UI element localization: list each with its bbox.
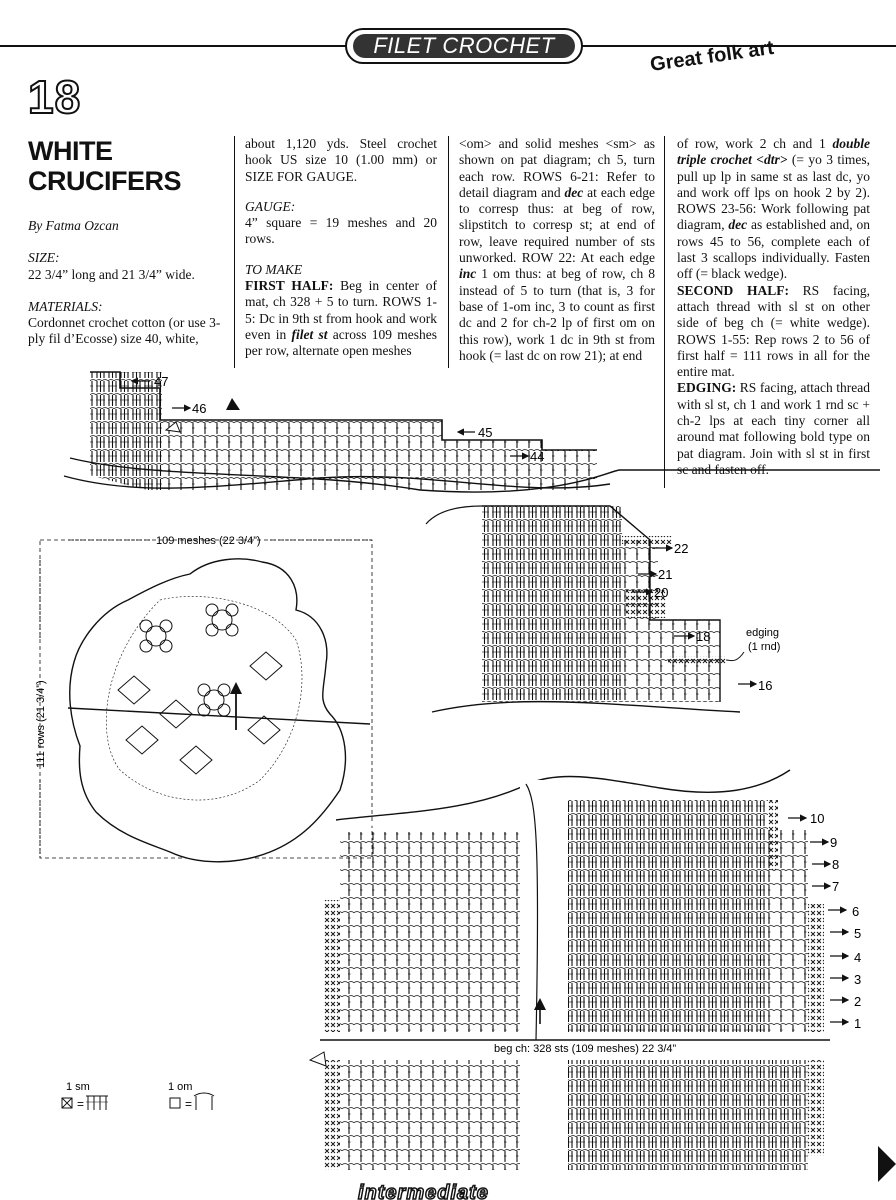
row-label: 20: [654, 585, 669, 600]
middle-detail-strip: [426, 506, 740, 730]
dec-emphasis: dec: [564, 184, 584, 200]
svg-text:=: =: [185, 1097, 193, 1111]
row-label: 16: [758, 678, 773, 693]
section-banner-text: FILET CROCHET: [353, 34, 575, 58]
top-detail-strip: [60, 372, 880, 509]
svg-text:=: =: [77, 1097, 85, 1111]
title-line-2: CRUCIFERS: [28, 166, 182, 196]
materials-continued: about 1,120 yds. Steel crochet hook US size 10 (1.00 mm) or SIZE FOR GAUGE.: [245, 136, 437, 184]
next-page-arrow: [878, 1146, 896, 1182]
gauge-label: GAUGE:: [245, 198, 296, 214]
size-text: 22 3/4” long and 21 3/4” wide.: [28, 266, 195, 282]
stitch-legend: [62, 1081, 214, 1111]
second-half-label: SECOND HALF:: [677, 282, 789, 298]
row-label: 5: [854, 926, 862, 941]
row-label: 6: [852, 904, 860, 919]
level-badge: [352, 1180, 592, 1200]
row-label: 10: [810, 811, 825, 826]
edging-note-count: (1 rnd): [748, 641, 781, 653]
col4-text-2: (= yo 3 times, pull up lp in same st as last dc, yo and work off lps on hook 2 by 2). ROWS 23-56: Work following pat diagram,: [677, 152, 870, 233]
tagline: Great folk art: [648, 36, 776, 77]
pattern-number: 18: [28, 71, 82, 123]
rows-text-2: at each edge to corresp thus: at beg of row, slipstitch to corresp st; at end of row, leave required number of sts unworked. ROW 22: At each edge: [459, 184, 655, 266]
rows-text-1: <om> and solid meshes <sm> as shown on pat diagram; ch 5, turn each row. ROWS 6-21: Refer to detail diagram and: [459, 136, 655, 200]
row-label: 46: [192, 401, 207, 416]
level-badge-text: intermediate: [358, 1182, 489, 1200]
col4-text-3: as established and, on rows 45 to 56, complete each of last 3 scallops individually. Fasten off (= black wedge).: [677, 217, 870, 282]
first-half-text-cont: across 109 meshes per row, alternate open meshes: [245, 326, 437, 359]
bottom-detail-strip: [324, 770, 824, 1040]
row-label: 44: [530, 449, 545, 464]
dtr-emphasis: double triple crochet <dtr>: [677, 136, 870, 168]
legend-sm-label: 1 sm: [66, 1081, 90, 1093]
row-label: 3: [854, 972, 862, 987]
gauge-text: 4” square = 19 meshes and 20 rows.: [245, 215, 437, 247]
filet-st-emphasis: filet st: [291, 326, 328, 342]
row-label: 2: [854, 994, 862, 1009]
title-line-1: WHITE: [28, 136, 113, 166]
height-dimension: 111 rows (21 3/4”): [35, 680, 47, 768]
inc-emphasis: inc: [459, 266, 477, 282]
first-half-label: FIRST HALF:: [245, 278, 334, 294]
row-label: 4: [854, 950, 862, 965]
second-half-strip: [310, 1052, 824, 1178]
row-label: 1: [854, 1016, 862, 1031]
row-label: 22: [674, 541, 689, 556]
col4-text-1: of row, work 2 ch and 1: [677, 136, 833, 151]
byline: By Fatma Ozcan: [28, 218, 119, 233]
materials-label: MATERIALS:: [28, 298, 103, 314]
materials-text: Cordonnet crochet cotton (or use 3-ply fil d’Ecosse) size 40, white,: [28, 315, 221, 347]
second-half-text: RS facing, attach thread with sl st on other side of beg ch (= white wedge). ROWS 1-55: Rep rows 2 to 56 of first half = 111 rows in all for the entire mat.: [677, 282, 870, 380]
edging-note: edging: [746, 627, 780, 639]
size-label: SIZE:: [28, 250, 60, 266]
legend-om-label: 1 om: [168, 1081, 193, 1093]
row-label: 7: [832, 879, 840, 894]
dec-emphasis-2: dec: [728, 217, 748, 233]
first-half-text: Beg in center of mat, ch 328 + 5 to turn. ROWS 1-5: Dc in 9th st from hook and work even in: [245, 278, 438, 342]
row-label: 21: [658, 567, 673, 582]
fasten-off-wedge: [226, 398, 240, 410]
to-make-label: TO MAKE: [245, 261, 303, 277]
width-dimension: 109 meshes (22 3/4”): [156, 535, 261, 547]
row-label: 8: [832, 857, 840, 872]
rows-text-3: 1 om thus: at beg of row, ch 8 instead of 5 to turn (that is, 3 for base of 1-om inc, 3 to count as first dc and 2 for ch-2 lp of first om on this row), work 1 dc in 9th st from hook (= last dc on row 21); at end: [459, 266, 655, 363]
edging-text: RS facing, attach thread with sl st, ch 1 and work 1 rnd sc + ch-2 lps at each tiny corner all around mat following bold type on pat diagram. Join with sl st in first sc and fasten off.: [677, 380, 870, 477]
row-label: 47: [154, 374, 169, 389]
base-chain-label: beg ch: 328 sts (109 meshes) 22 3/4”: [494, 1043, 677, 1055]
edging-label: EDGING:: [677, 380, 737, 396]
row-label: 9: [830, 835, 838, 850]
row-label: 45: [478, 425, 493, 440]
overall-shape-thumbnail: [35, 535, 372, 862]
row-label: 18: [696, 629, 711, 644]
